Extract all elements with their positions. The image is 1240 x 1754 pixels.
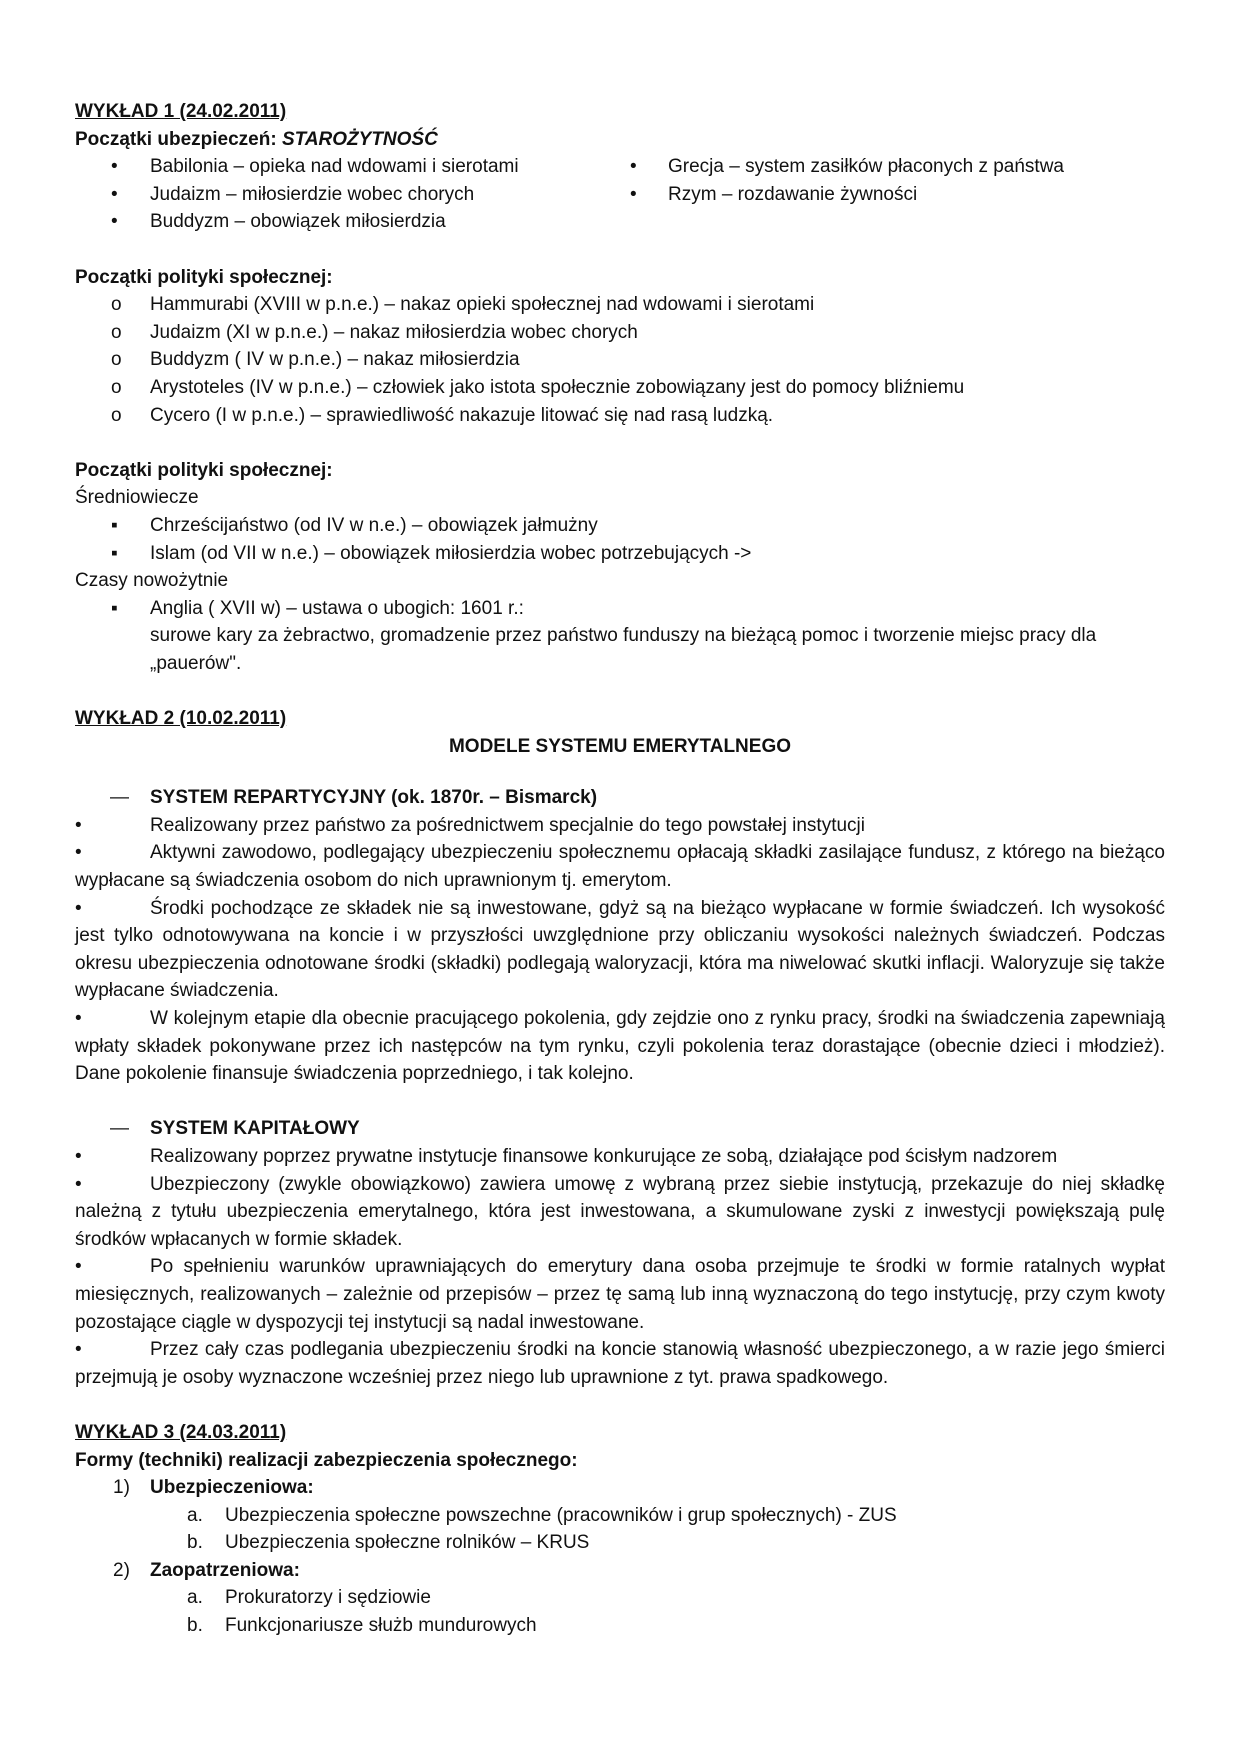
letter-marker: b. [187, 1532, 203, 1554]
letter-marker: a. [187, 1504, 203, 1526]
list-item: o Arystoteles (IV w p.n.e.) – człowiek jako istota społecznie zobowiązany jest do pomocy bliźniemu [75, 374, 1165, 402]
sub-item: b. Ubezpieczenia społeczne rolników – KRUS [75, 1529, 1165, 1557]
paragraph-item: • Środki pochodzące ze składek nie są inwestowane, gdyż są na bieżąco wypłacane w formie świadczeń. Ich wysokość jest tylko odnotowywana na koncie i w przyszłości uwzględnione przy obliczaniu wysokości należnych świadczeń. Podczas okresu ubezpieczenia odnotowane środki (składki) podlegają waloryzacji, która ma niwelować skutki inflacji. Waloryzuje się także wypłacane świadczenia. [75, 895, 1165, 1005]
list-column-right [620, 153, 1165, 236]
sub-item: a. Prokuratorzy i sędziowie [75, 1584, 1165, 1612]
list-item: • Buddyzm – obowiązek miłosierdzia [75, 208, 620, 236]
bullet-icon: • [111, 211, 118, 233]
list-item: o Buddyzm ( IV w p.n.e.) – nakaz miłosierdzia [75, 346, 1165, 374]
circle-bullet-icon: o [111, 321, 122, 343]
bullet-icon: • [630, 156, 637, 178]
social-policy-heading: Początki polityki społecznej: [75, 266, 333, 288]
bullet-icon: • [630, 183, 637, 205]
bullet-icon: • [75, 1339, 82, 1361]
paragraph-item: • Przez cały czas podlegania ubezpieczeniu środki na koncie stanowią własność ubezpieczonego, a w razie jego śmierci przejmują je osoby wyznaczone wcześniej przez niego lub uprawnione z tyt. prawa spadkowego. [75, 1336, 1165, 1391]
document-page [75, 98, 1165, 1640]
sub-item: a. Ubezpieczenia społeczne powszechne (pracowników i grup społecznych) - ZUS [75, 1502, 1165, 1530]
paragraph-item: • W kolejnym etapie dla obecnie pracującego pokolenia, gdy zejdzie ono z rynku pracy, środki na świadczenia zapewniają wpłaty składek pokonywane przez ich następców na tym rynku, czyli pokolenia teraz dorastające (obecnie dzieci i młodzież). Dane pokolenie finansuje świadczenia poprzedniego, i tak kolejno. [75, 1005, 1165, 1088]
list-item: ▪ Islam (od VII w n.e.) – obowiązek miłosierdzia wobec potrzebujących -> [75, 540, 1165, 568]
list-item: ▪ Anglia ( XVII w) – ustawa o ubogich: 1601 r.: [75, 595, 1165, 623]
square-bullet-icon: ▪ [111, 542, 118, 564]
paragraph-item: • Ubezpieczony (zwykle obowiązkowo) zawiera umowę z wybraną przez siebie instytucją, przekazuje do niej składkę należną z tytułu ubezpieczenia emerytalnego, która jest inwestowana, a skumulowane zyski z inwestycji powiększają pulę środków wpłacanych w formie składek. [75, 1171, 1165, 1254]
bullet-icon: • [75, 814, 82, 836]
dash-icon: — [110, 1118, 129, 1140]
period-label: Czasy nowożytnie [75, 570, 229, 592]
dash-icon: — [110, 787, 129, 809]
lecture-1-title: WYKŁAD 1 (24.02.2011) [75, 101, 287, 122]
paragraph-item: • Realizowany przez państwo za pośrednictwem specjalnie do tego powstałej instytucji [75, 812, 1165, 840]
bullet-icon: • [75, 1145, 82, 1167]
number-marker: 2) [113, 1559, 130, 1581]
list-item: o Hammurabi (XVIII w p.n.e.) – nakaz opieki społecznej nad wdowami i sierotami [75, 291, 1165, 319]
social-policy-heading-2: Początki polityki społecznej: [75, 459, 333, 481]
insurance-origins-list [75, 153, 1165, 236]
bullet-icon: • [75, 1008, 82, 1029]
list-item: • Grecja – system zasiłków płaconych z państwa [620, 153, 1165, 181]
paragraph-item: • Realizowany poprzez prywatne instytucje finansowe konkurujące ze sobą, działające pod ścisłym nadzorem [75, 1143, 1165, 1171]
bullet-icon: • [75, 842, 82, 864]
paragraph-item: • Po spełnieniu warunków uprawniających do emerytury dana osoba przejmuje te środki w formie ratalnych wypłat miesięcznych, realizowanych – zależnie od przepisów – przez tę samą lub inną wyznaczoną do tego instytucję, przy czym kwoty pozostające ciągle w dyspozycji tej instytucji są nadal inwestowane. [75, 1253, 1165, 1336]
lecture-3-title: WYKŁAD 3 (24.03.2011) [75, 1421, 287, 1443]
subsection-heading: — SYSTEM KAPITAŁOWY [75, 1115, 1165, 1143]
circle-bullet-icon: o [111, 349, 122, 371]
heading-emphasis: STAROŻYTNOŚĆ [281, 128, 438, 150]
square-bullet-icon: ▪ [111, 597, 118, 619]
numbered-item: 2) Zaopatrzeniowa: [75, 1557, 1165, 1585]
circle-bullet-icon: o [111, 404, 122, 426]
insurance-origins-heading [75, 126, 1165, 154]
circle-bullet-icon: o [111, 294, 122, 316]
list-item-continuation: surowe kary za żebractwo, gromadzenie przez państwo funduszy na bieżącą pomoc i tworzenie miejsc pracy dla „pauerów". [150, 625, 1097, 674]
list-item: • Judaizm – miłosierdzie wobec chorych [75, 181, 620, 209]
heading-prefix: Początki ubezpieczeń: [75, 128, 282, 150]
sub-item: b. Funkcjonariusze służb mundurowych [75, 1612, 1165, 1640]
list-item: o Judaizm (XI w p.n.e.) – nakaz miłosierdzia wobec chorych [75, 319, 1165, 347]
bullet-icon: • [75, 1256, 82, 1278]
bullet-icon: • [75, 897, 82, 919]
list-item: • Babilonia – opieka nad wdowami i sierotami [75, 153, 620, 181]
bullet-icon: • [111, 156, 118, 178]
square-bullet-icon: ▪ [111, 514, 118, 536]
letter-marker: b. [187, 1615, 203, 1637]
list-item: • Rzym – rozdawanie żywności [620, 181, 1165, 209]
section-heading: MODELE SYSTEMU EMERYTALNEGO [448, 735, 792, 757]
period-label: Średniowiecze [75, 487, 199, 509]
paragraph-item: • Aktywni zawodowo, podlegający ubezpieczeniu społecznemu opłacają składki zasilające fundusz, z którego na bieżąco wypłacane są świadczenia osobom do nich uprawnionym tj. emerytom. [75, 839, 1165, 894]
list-item: ▪ Chrześcijaństwo (od IV w n.e.) – obowiązek jałmużny [75, 512, 1165, 540]
forms-heading: Formy (techniki) realizacji zabezpieczenia społecznego: [75, 1449, 578, 1471]
list-item: o Cycero (I w p.n.e.) – sprawiedliwość nakazuje litować się nad rasą ludzką. [75, 402, 1165, 430]
lecture-2-title: WYKŁAD 2 (10.02.2011) [75, 708, 287, 730]
numbered-item: 1) Ubezpieczeniowa: [75, 1474, 1165, 1502]
number-marker: 1) [113, 1477, 130, 1499]
subsection-heading: — SYSTEM REPARTYCYJNY (ok. 1870r. – Bismarck) [75, 784, 1165, 812]
list-column-left [75, 153, 620, 236]
letter-marker: a. [187, 1587, 203, 1609]
bullet-icon: • [75, 1173, 82, 1195]
circle-bullet-icon: o [111, 376, 122, 398]
bullet-icon: • [111, 183, 118, 205]
